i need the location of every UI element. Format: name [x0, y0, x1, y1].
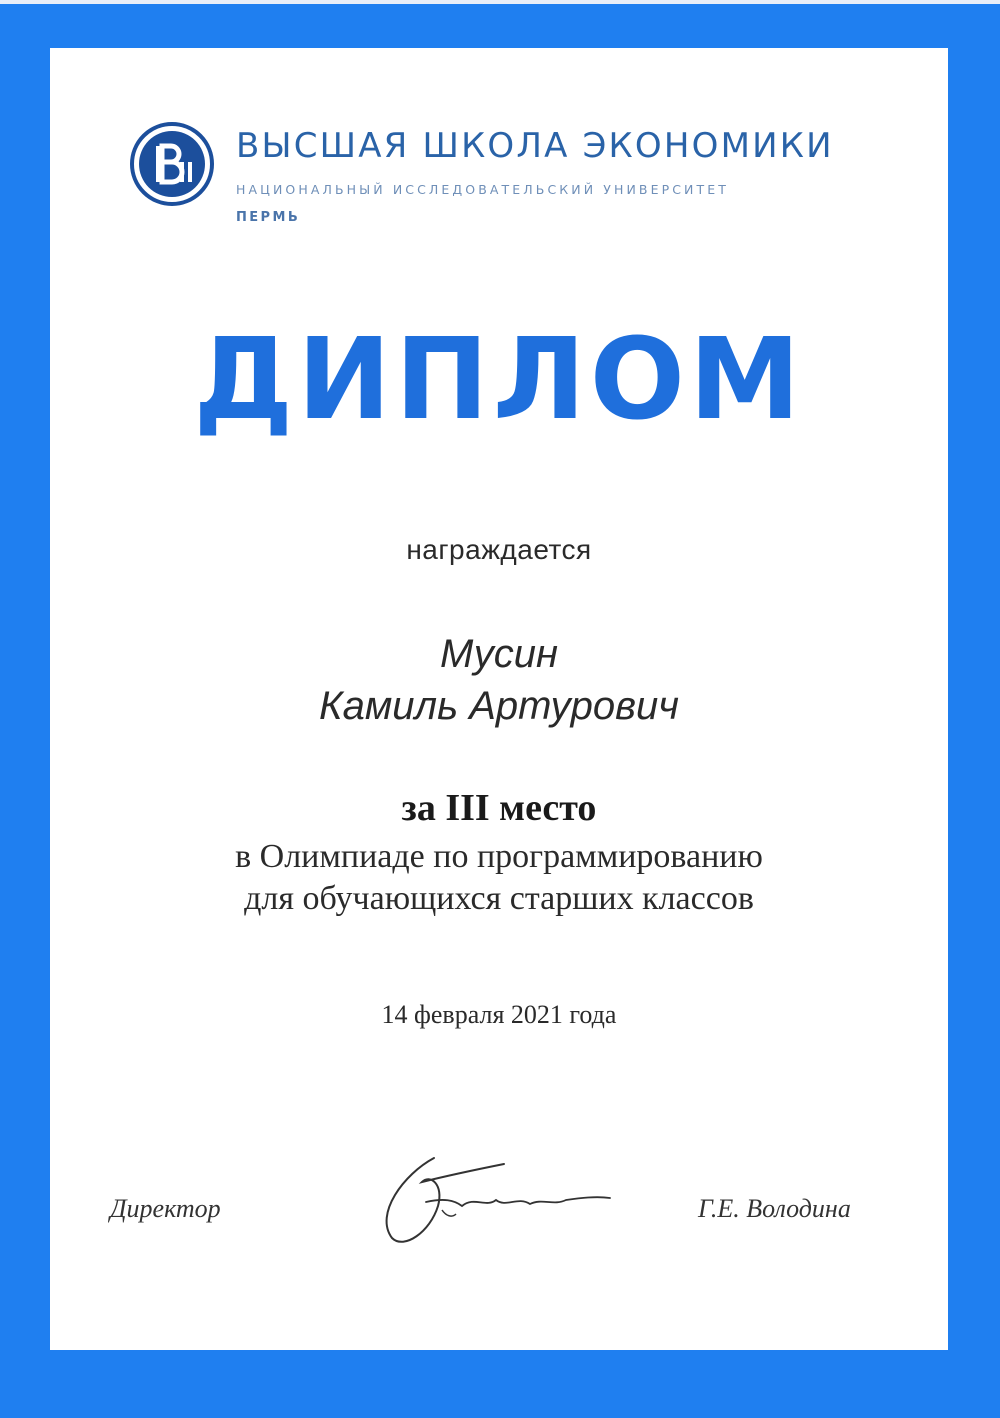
diploma-title: ДИПЛОМ [193, 315, 805, 445]
signer-name: Г.Е. Володина [698, 1194, 851, 1223]
signer-role: Директор [110, 1194, 221, 1223]
org-subtitle: НАЦИОНАЛЬНЫЙ ИССЛЕДОВАТЕЛЬСКИЙ УНИВЕРСИТЕТ [236, 182, 729, 197]
award-reason-line-1: в Олимпиаде по программированию [235, 838, 763, 875]
org-name: ВЫСШАЯ ШКОЛА ЭКОНОМИКИ [236, 126, 834, 166]
org-city: ПЕРМЬ [236, 210, 301, 225]
recipient-given-names: Камиль Артурович [319, 684, 679, 728]
award-date: 14 февраля 2021 года [381, 1000, 617, 1029]
awarded-label: награждается [406, 534, 592, 565]
recipient-surname: Мусин [439, 632, 559, 676]
diploma-sheet [50, 48, 948, 1350]
handwritten-signature [334, 1144, 614, 1254]
award-reason-line-2: для обучающихся старших классов [244, 880, 754, 917]
hse-logo-icon [130, 122, 214, 206]
award-place: за III место [401, 787, 597, 829]
